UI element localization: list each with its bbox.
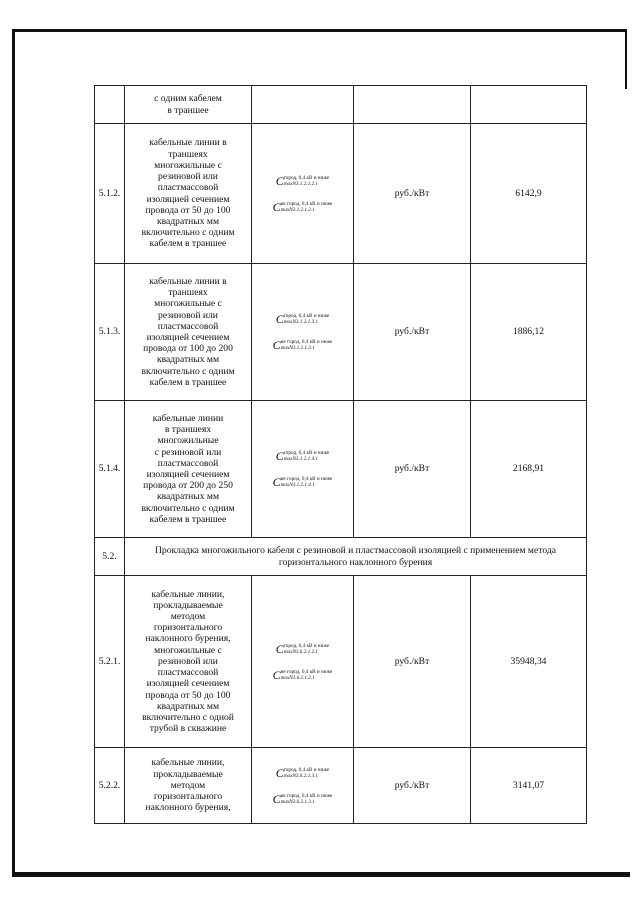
description-line: с одним кабелем — [154, 93, 222, 105]
description-line: изоляцией сечением — [146, 469, 230, 480]
row-unit — [354, 86, 471, 124]
formula-symbol: C — [272, 199, 281, 214]
formula-symbol: C — [272, 338, 281, 352]
row-unit: руб./кВт — [354, 748, 471, 824]
description-line: с резиновой или — [154, 446, 222, 458]
description-line: в траншеях — [164, 424, 212, 436]
formula-subscript: maxN3.6.2.1.2.1 — [283, 648, 318, 655]
description-line: пластмассовой — [157, 182, 219, 194]
description-line: пластмассовой — [157, 320, 219, 332]
description-line: методом — [170, 779, 206, 791]
formula-subscript: maxN3.1.2.1.2.1 — [283, 180, 318, 187]
table-row — [95, 86, 587, 124]
tariff-table — [94, 85, 587, 824]
table-row — [95, 124, 587, 264]
formula-subscript: maxN3.1.2.1.3.1 — [280, 345, 315, 351]
formula-superscript: не город, 0,4 кВ и ниже — [280, 668, 333, 675]
description-line: кабелем в траншее — [149, 513, 227, 525]
formula-subscript: maxN3.1.2.1.4.1 — [283, 456, 318, 462]
formula-term — [276, 175, 329, 187]
row-description — [125, 576, 252, 748]
row-description — [125, 748, 252, 824]
formula-subscript: maxN3.6.2.1.3.1 — [280, 798, 315, 805]
formula-superscript: не город, 0,4 кВ и ниже — [280, 792, 333, 799]
description-line: включительно с одним — [141, 502, 235, 514]
formula-symbol: C — [275, 641, 284, 656]
table-row — [95, 401, 587, 538]
formula-symbol: C — [272, 791, 281, 806]
row-description — [125, 264, 252, 401]
formula-symbol: C — [272, 475, 281, 489]
description-line: трубой в скважине — [149, 723, 227, 735]
formula-term — [273, 793, 333, 805]
formula-symbol: C — [275, 449, 284, 463]
description-line: квадратных мм — [156, 354, 220, 366]
description-line: провода от 200 до 250 — [143, 480, 233, 492]
formula-term — [273, 476, 333, 488]
formula-symbol: C — [272, 667, 281, 682]
description-line: кабельные линии в — [149, 137, 227, 149]
formula-symbol: C — [275, 312, 284, 326]
description-line: включительно с одним — [141, 365, 235, 377]
description-line: изоляцией сечением — [146, 332, 230, 343]
formula-superscript: город, 0,4 кВ и ниже — [283, 766, 330, 773]
description-line: горизонтального — [153, 791, 223, 803]
description-line: пластмассовой — [157, 457, 219, 469]
description-line: квадратных мм — [156, 700, 220, 712]
section-number: 5.2. — [95, 538, 125, 576]
description-line: многожильные с — [154, 159, 222, 171]
row-formula-cell — [252, 124, 354, 264]
formula-term — [276, 643, 329, 655]
description-line: траншеях — [168, 287, 208, 299]
description-line: квадратных мм — [156, 491, 220, 503]
description-line: изоляцией сечением — [146, 193, 230, 205]
formula-subscript: maxN3.1.2.1.3.1 — [283, 319, 318, 325]
description-line: горизонтального — [153, 622, 223, 634]
description-line: методом — [170, 611, 206, 623]
row-number: 5.1.2. — [95, 124, 125, 264]
row-value: 6142,9 — [471, 124, 587, 264]
row-formula-cell — [252, 86, 354, 124]
description-line: многожильные с — [154, 644, 222, 656]
formula-superscript: не город, 0,4 кВ и ниже — [280, 200, 333, 207]
section-row — [95, 538, 587, 576]
formula-superscript: город, 0,4 кВ и ниже — [283, 642, 330, 649]
formula-superscript: город, 0,4 кВ и ниже — [283, 313, 330, 319]
row-formula-cell — [252, 748, 354, 824]
description-line: кабельные линии — [152, 412, 224, 424]
rate-formula — [255, 313, 350, 351]
description-line: кабелем в траншее — [149, 376, 227, 388]
formula-term — [276, 313, 329, 325]
description-line: многожильные с — [154, 298, 222, 310]
formula-term — [276, 767, 329, 779]
row-unit: руб./кВт — [354, 264, 471, 401]
rate-formula — [255, 767, 350, 805]
formula-term — [276, 450, 329, 462]
description-line: резиновой или — [158, 309, 218, 321]
description-line: резиновой или — [158, 171, 218, 183]
row-unit: руб./кВт — [354, 124, 471, 264]
table-row — [95, 748, 587, 824]
row-formula-cell — [252, 401, 354, 538]
row-value: 1886,12 — [471, 264, 587, 401]
row-number: 5.1.3. — [95, 264, 125, 401]
description-line: прокладываемые — [153, 599, 223, 611]
description-line: многожильные — [157, 435, 219, 447]
description-line: наклонного бурения, — [145, 633, 231, 645]
frame-bottom-border — [12, 872, 630, 877]
row-formula-cell — [252, 576, 354, 748]
description-line: квадратных мм — [156, 215, 220, 227]
row-value — [471, 86, 587, 124]
section-title: Прокладка многожильного кабеля с резиновой и пластмассовой изоляцией с применением метода горизонтального наклонного бурения — [125, 538, 587, 576]
description-line: кабелем в траншее — [149, 238, 227, 250]
formula-superscript: не город, 0,4 кВ и ниже — [280, 339, 333, 345]
description-line: изоляцией сечением — [146, 678, 230, 690]
formula-term — [273, 201, 333, 213]
description-line: прокладываемые — [153, 768, 223, 780]
rate-formula — [255, 450, 350, 488]
formula-symbol: C — [275, 765, 284, 780]
table-row — [95, 576, 587, 748]
row-unit: руб./кВт — [354, 576, 471, 748]
row-number: 5.2.1. — [95, 576, 125, 748]
rate-formula — [255, 643, 350, 681]
description-line: в траншее — [167, 104, 209, 116]
description-line: кабельные линии в — [149, 275, 227, 287]
formula-term — [273, 669, 333, 681]
formula-subscript: maxN3.1.2.1.2.1 — [280, 206, 315, 213]
formula-term — [273, 339, 333, 351]
table-row — [95, 264, 587, 401]
description-line: траншеях — [168, 148, 208, 160]
row-unit: руб./кВт — [354, 401, 471, 538]
row-value: 35948,34 — [471, 576, 587, 748]
description-line: включительно с одним — [141, 227, 235, 239]
description-line: кабельные линии, — [151, 757, 225, 769]
row-number: 5.1.4. — [95, 401, 125, 538]
row-number: 5.2.2. — [95, 748, 125, 824]
formula-superscript: город, 0,4 кВ и ниже — [283, 174, 330, 181]
formula-subscript: maxN3.1.2.1.4.1 — [280, 482, 315, 488]
formula-superscript: город, 0,4 кВ и ниже — [283, 450, 330, 456]
rate-formula — [255, 175, 350, 213]
row-description — [125, 86, 252, 124]
formula-superscript: не город, 0,4 кВ и ниже — [280, 476, 333, 482]
row-description — [125, 124, 252, 264]
description-line: резиновой или — [158, 655, 218, 667]
description-line: провода от 50 до 100 — [145, 204, 231, 216]
description-line: провода от 100 до 200 — [143, 343, 233, 355]
frame-left-border — [12, 29, 15, 877]
row-formula-cell — [252, 264, 354, 401]
formula-subscript: maxN3.6.2.1.2.1 — [280, 674, 315, 681]
formula-symbol: C — [275, 173, 284, 188]
row-description — [125, 401, 252, 538]
row-value: 3141,07 — [471, 748, 587, 824]
row-number — [95, 86, 125, 124]
description-line: включительно с одной — [142, 711, 234, 723]
frame-right-border — [625, 29, 627, 89]
description-line: наклонного бурения, — [145, 802, 231, 814]
frame-top-border — [12, 29, 626, 32]
formula-subscript: maxN3.6.2.1.3.1 — [283, 772, 318, 779]
row-value: 2168,91 — [471, 401, 587, 538]
description-line: пластмассовой — [157, 667, 219, 679]
description-line: кабельные линии, — [151, 588, 225, 600]
description-line: провода от 50 до 100 — [145, 689, 231, 701]
